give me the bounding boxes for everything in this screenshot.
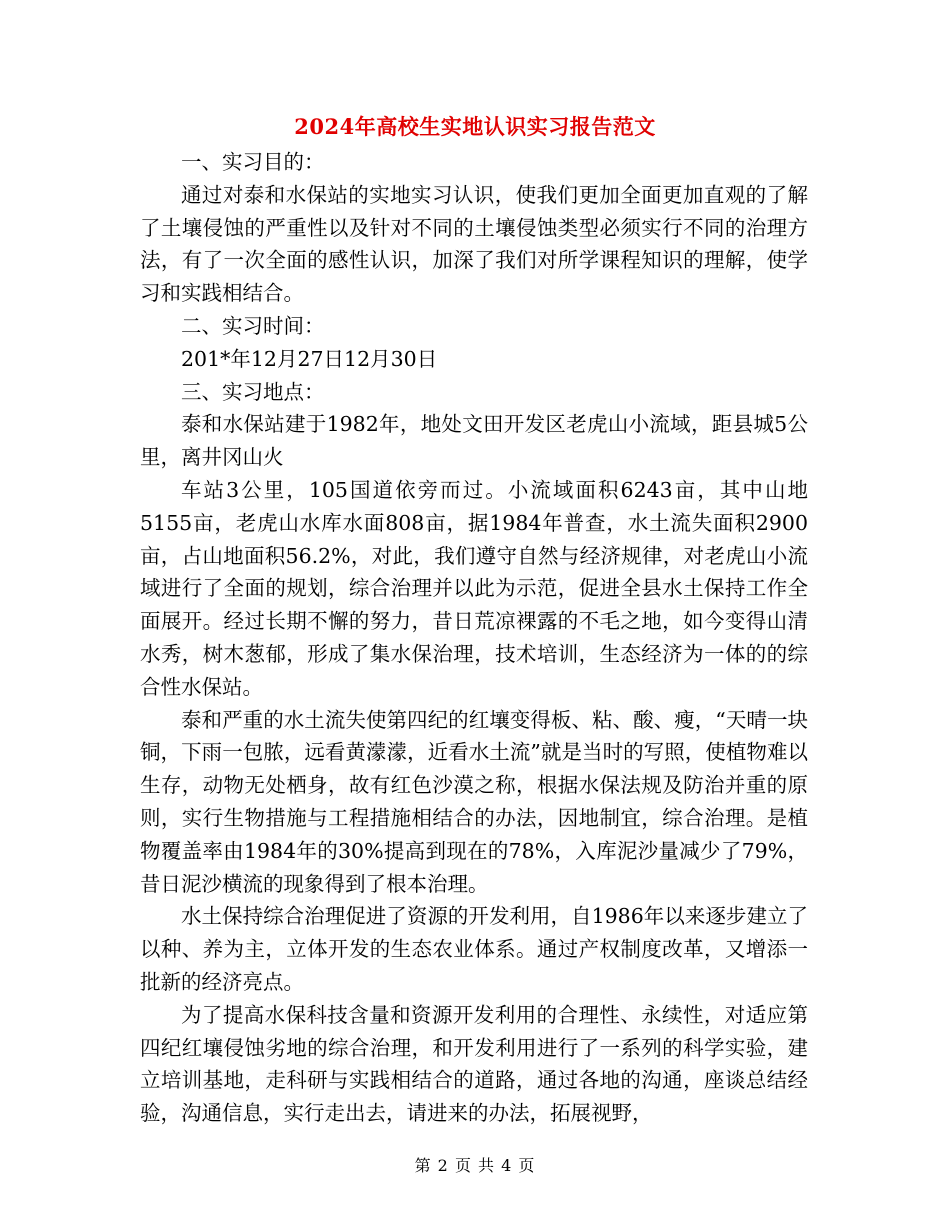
document-body	[140, 146, 808, 1130]
section-heading-location: 三、实习地点：	[181, 379, 325, 404]
paragraph-erosion: 泰和严重的水土流失使第四纪的红壤变得板、粘、酸、瘦，“天晴一块铜，下雨一包脓，远看黄濛濛，近看水土流”就是当时的写照，使植物难以生存，动物无处栖身，故有红色沙漠之称，根据水保法规及防治并重的原则，实行生物措施与工程措施相结合的办法，因地制宜，综合治理。是植物覆盖率由1984年的30%提高到现在的78%，入库泥沙量减少了79%，昔日泥沙横流的现象得到了根本治理。	[140, 707, 808, 896]
paragraph-location-2: 车站3公里，105国道依旁而过。小流域面积6243亩，其中山地5155亩，老虎山水库水面808亩，据1984年普查，水土流失面积2900亩，占山地面积56.2%，对此，我们遵守自然与经济规律，对老虎山小流域进行了全面的规划，综合治理并以此为示范，促进全县水土保持工作全面展开。经过长期不懈的努力，昔日荒凉裸露的不毛之地，如今变得山清水秀，树木葱郁，形成了集水保治理，技术培训，生态经济为一体的的综合性水保站。	[140, 477, 808, 699]
section-heading-time: 二、实习时间：	[181, 313, 325, 338]
document-title: 2024年高校生实地认识实习报告范文	[294, 114, 656, 139]
page-footer: 第 2 页 共 4 页	[414, 1156, 536, 1175]
paragraph-location-1: 泰和水保站建于1982年，地处文田开发区老虎山小流域，距县城5公里，离井冈山火	[140, 412, 808, 470]
paragraph-time: 201*年12月27日12月30日	[181, 346, 438, 371]
paragraph-development: 水土保持综合治理促进了资源的开发利用，自1986年以来逐步建立了以种、养为主，立体开发的生态农业体系。通过产权制度改革，又增添一批新的经济亮点。	[140, 904, 808, 994]
paragraph-research: 为了提高水保科技含量和资源开发利用的合理性、永续性，对适应第四纪红壤侵蚀劣地的综合治理，和开发利用进行了一系列的科学实验，建立培训基地，走科研与实践相结合的道路，通过各地的沟通，座谈总结经验，沟通信息，实行走出去，请进来的办法，拓展视野，	[140, 1002, 808, 1126]
section-heading-purpose: 一、实习目的：	[181, 150, 325, 174]
paragraph-purpose: 通过对泰和水保站的实地实习认识，使我们更加全面更加直观的了解了土壤侵蚀的严重性以及针对不同的土壤侵蚀类型必须实行不同的治理方法，有了一次全面的感性认识，加深了我们对所学课程知识的理解，使学习和实践相结合。	[140, 182, 808, 306]
